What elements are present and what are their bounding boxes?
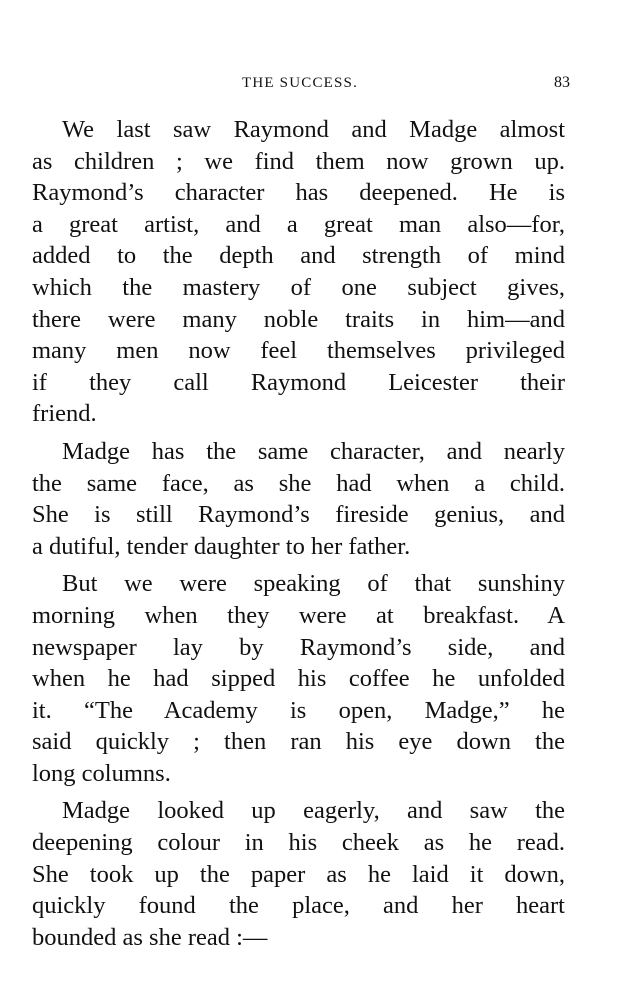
- text-line: Raymond’s character has deepened. He is: [32, 179, 565, 207]
- text-line: added to the depth and strength of mind: [32, 242, 565, 270]
- paragraph-1: [32, 114, 565, 430]
- text-line: which the mastery of one subject gives,: [32, 273, 565, 301]
- text-line: the same face, as she had when a child.: [32, 469, 565, 497]
- text-line: a great artist, and a great man also—for,: [32, 210, 565, 238]
- paragraph-2: [32, 436, 565, 562]
- text-line: quickly found the place, and her heart: [32, 892, 565, 920]
- text-line: a dutiful, tender daughter to her father.: [32, 532, 411, 560]
- text-line: as children ; we find them now grown up.: [32, 147, 565, 175]
- text-line: if they call Raymond Leicester their: [32, 368, 565, 396]
- text-line: long columns.: [32, 759, 171, 787]
- text-line: there were many noble traits in him—and: [32, 305, 565, 333]
- text-line: newspaper lay by Raymond’s side, and: [32, 633, 565, 661]
- text-line: bounded as she read :—: [32, 923, 268, 951]
- text-line: deepening colour in his cheek as he read.: [32, 829, 565, 857]
- text-line: said quickly ; then ran his eye down the: [32, 728, 565, 756]
- text-line: She took up the paper as he laid it down,: [32, 860, 565, 888]
- text-line: it. “The Academy is open, Madge,” he: [32, 696, 565, 724]
- text-line: Madge has the same character, and nearly: [62, 437, 565, 465]
- paragraph-4: [32, 795, 565, 953]
- paragraph-3: [32, 568, 565, 789]
- text-line: many men now feel themselves privileged: [32, 337, 565, 365]
- text-line: But we were speaking of that sunshiny: [62, 570, 565, 598]
- running-head: [30, 70, 570, 96]
- body-text: [32, 114, 565, 959]
- text-line: morning when they were at breakfast. A: [32, 601, 565, 629]
- text-line: She is still Raymond’s fireside genius, and: [32, 501, 565, 529]
- page-number: 83: [554, 74, 570, 91]
- running-title: THE SUCCESS.: [241, 75, 359, 91]
- text-line: when he had sipped his coffee he unfolded: [32, 665, 565, 693]
- text-line: Madge looked up eagerly, and saw the: [62, 797, 565, 825]
- text-line: friend.: [32, 400, 97, 428]
- text-line: We last saw Raymond and Madge almost: [62, 116, 565, 143]
